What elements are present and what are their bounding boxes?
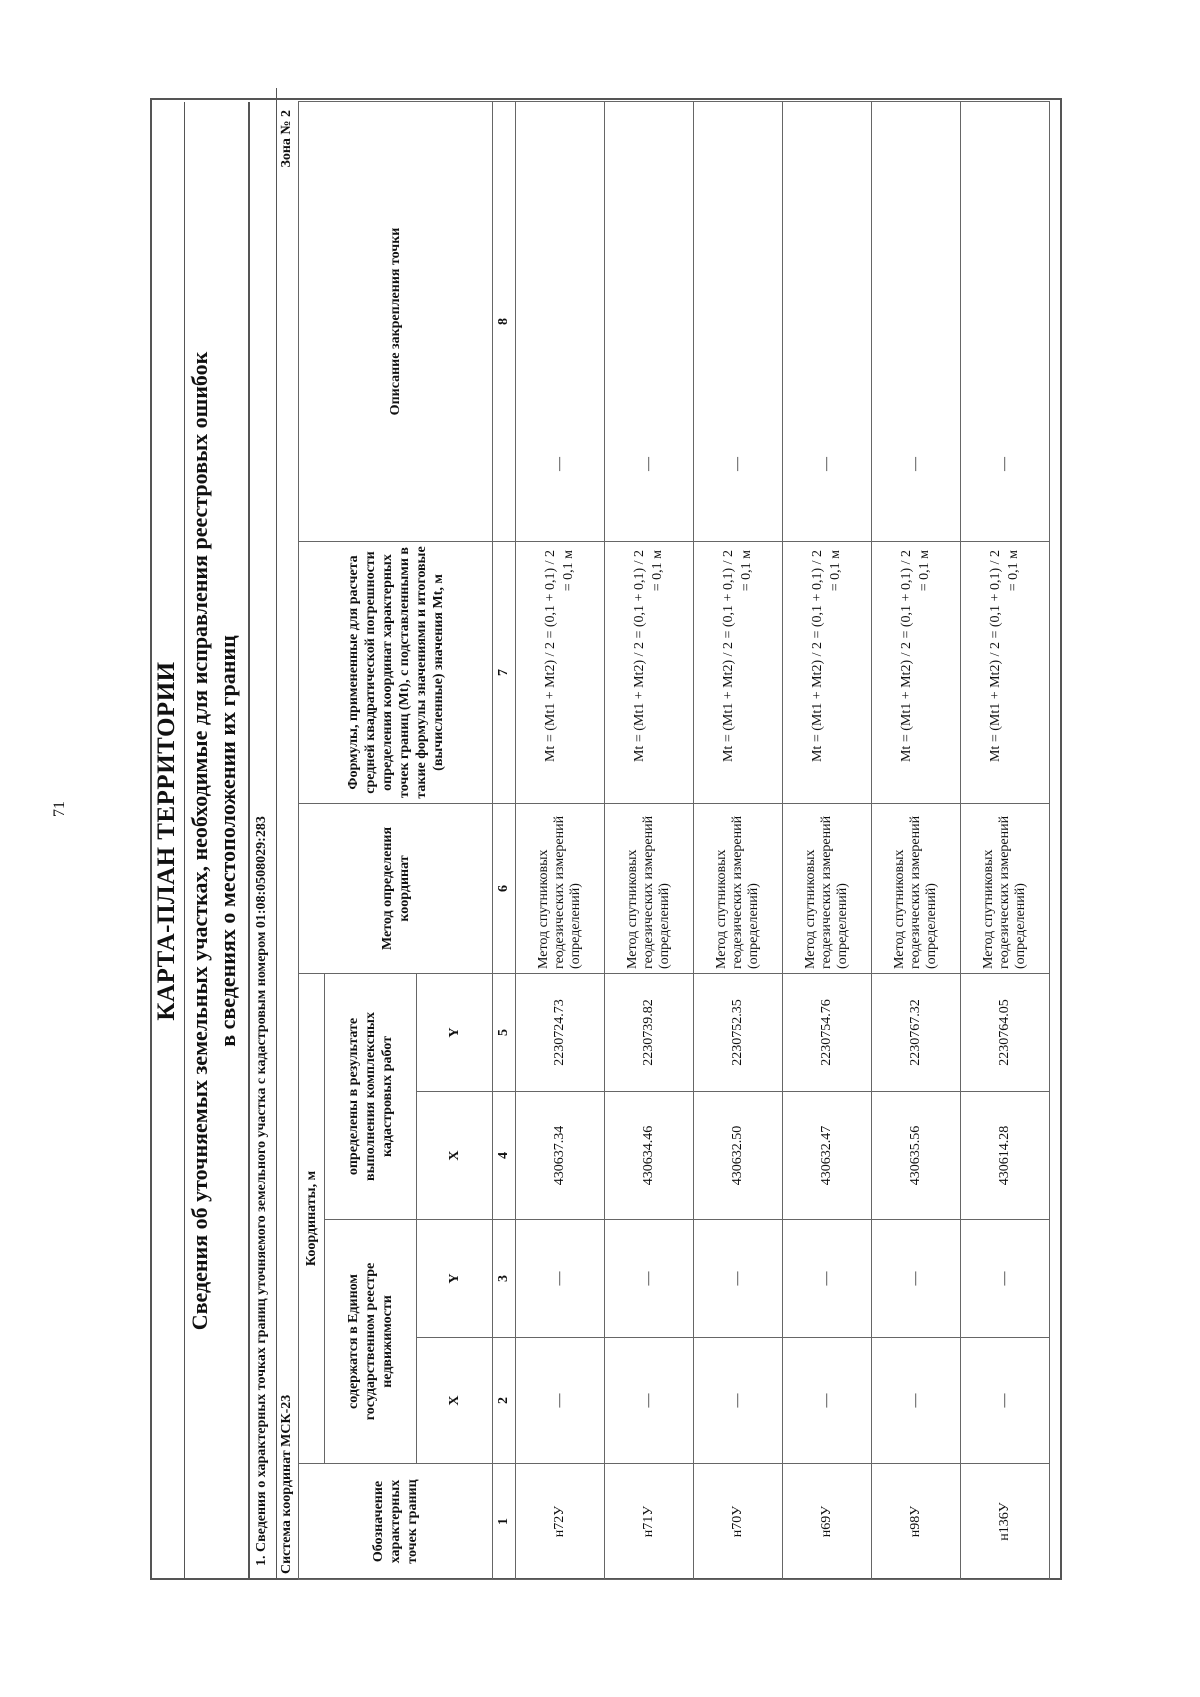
formula-result: = 0,1 м xyxy=(917,549,932,592)
subsection-title: 1. Сведения о характерных точках границ уточняемого земельного участка с кадастровым номером 01:08:0508029:283 xyxy=(248,88,277,1580)
egrn-y: — xyxy=(872,1220,961,1338)
method: Метод спутниковых геодезических измерений (определений) xyxy=(872,803,961,973)
column-number: 8 xyxy=(493,101,516,541)
zone-label: Зона № 2 xyxy=(279,110,294,168)
formula-result: = 0,1 м xyxy=(650,549,665,592)
boundary-points-table xyxy=(298,101,1050,1580)
coordinate-system: Система координат МСК-23 xyxy=(279,1394,294,1574)
point-description: — xyxy=(961,101,1050,541)
table-row xyxy=(605,101,694,1579)
header-cadastral-works: определены в результате выполнения комплексных кадастровых работ xyxy=(325,973,417,1219)
document-sheet xyxy=(150,100,1060,1580)
formula xyxy=(961,541,1050,803)
table-row xyxy=(872,101,961,1579)
point-designation: н98У xyxy=(872,1464,961,1580)
egrn-y: — xyxy=(516,1220,605,1338)
method: Метод спутниковых геодезических измерений (определений) xyxy=(516,803,605,973)
section-title-line-2: в сведениях о местоположении их границ xyxy=(215,635,240,1047)
method: Метод спутниковых геодезических измерений (определений) xyxy=(605,803,694,973)
formula-result: = 0,1 м xyxy=(828,549,843,592)
column-number: 7 xyxy=(493,541,516,803)
column-number: 5 xyxy=(493,973,516,1091)
formula-expression: Mt = (Mt1 + Mt2) / 2 = (0,1 + 0,1) / 2 xyxy=(988,549,1003,763)
method: Метод спутниковых геодезических измерений (определений) xyxy=(783,803,872,973)
table-row xyxy=(961,101,1050,1579)
header-egrn-y: Y xyxy=(417,1220,493,1338)
coord-y: 2230739.82 xyxy=(605,973,694,1091)
formula-expression: Mt = (Mt1 + Mt2) / 2 = (0,1 + 0,1) / 2 xyxy=(721,549,736,763)
coord-y: 2230764.05 xyxy=(961,973,1050,1091)
document-title: КАРТА-ПЛАН ТЕРРИТОРИИ xyxy=(150,102,185,1580)
coord-x: 430637.34 xyxy=(516,1092,605,1220)
table-row xyxy=(516,101,605,1579)
coord-x: 430634.46 xyxy=(605,1092,694,1220)
header-work-y: Y xyxy=(417,973,493,1091)
column-number: 2 xyxy=(493,1338,516,1464)
formula-expression: Mt = (Mt1 + Mt2) / 2 = (0,1 + 0,1) / 2 xyxy=(543,549,558,763)
formula xyxy=(872,541,961,803)
formula-result: = 0,1 м xyxy=(739,549,754,592)
coord-x: 430614.28 xyxy=(961,1092,1050,1220)
egrn-x: — xyxy=(872,1338,961,1464)
header-method: Метод определения координат xyxy=(299,803,493,973)
coord-y: 2230754.76 xyxy=(783,973,872,1091)
egrn-x: — xyxy=(516,1338,605,1464)
point-designation: н69У xyxy=(783,1464,872,1580)
point-designation: н71У xyxy=(605,1464,694,1580)
method: Метод спутниковых геодезических измерений (определений) xyxy=(694,803,783,973)
egrn-x: — xyxy=(783,1338,872,1464)
section-title xyxy=(184,102,250,1580)
formula-result: = 0,1 м xyxy=(1006,549,1021,592)
coord-y: 2230767.32 xyxy=(872,973,961,1091)
point-designation: н70У xyxy=(694,1464,783,1580)
point-designation: н72У xyxy=(516,1464,605,1580)
formula-expression: Mt = (Mt1 + Mt2) / 2 = (0,1 + 0,1) / 2 xyxy=(899,549,914,763)
egrn-y: — xyxy=(783,1220,872,1338)
egrn-x: — xyxy=(694,1338,783,1464)
header-point-designation: Обозначение характерных точек границ xyxy=(299,1464,493,1580)
coordinate-system-row xyxy=(276,102,299,1580)
page-number: 71 xyxy=(51,801,68,817)
header-work-x: X xyxy=(417,1092,493,1220)
point-description: — xyxy=(516,101,605,541)
point-description: — xyxy=(605,101,694,541)
egrn-y: — xyxy=(605,1220,694,1338)
formula xyxy=(516,541,605,803)
header-coordinates: Координаты, м xyxy=(299,973,325,1463)
header-formulas: Формулы, примененные для расчета средней квадратической погрешности определения координат характерных точек границ (Mt), с подставленными в такие формулы значениями и итоговые (вычисленные) значения Mt, м xyxy=(299,541,493,803)
coord-x: 430632.50 xyxy=(694,1092,783,1220)
table-row xyxy=(783,101,872,1579)
column-number: 6 xyxy=(493,803,516,973)
egrn-y: — xyxy=(961,1220,1050,1338)
formula-result: = 0,1 м xyxy=(561,549,576,592)
column-number: 4 xyxy=(493,1092,516,1220)
column-number: 1 xyxy=(493,1464,516,1580)
egrn-x: — xyxy=(961,1338,1050,1464)
header-egrn: содержатся в Едином государственном реестре недвижимости xyxy=(325,1220,417,1464)
method: Метод спутниковых геодезических измерений (определений) xyxy=(961,803,1050,973)
coord-y: 2230724.73 xyxy=(516,973,605,1091)
point-description: — xyxy=(872,101,961,541)
point-designation: н136У xyxy=(961,1464,1050,1580)
formula xyxy=(783,541,872,803)
column-number: 3 xyxy=(493,1220,516,1338)
point-description: — xyxy=(694,101,783,541)
coord-x: 430635.56 xyxy=(872,1092,961,1220)
coord-y: 2230752.35 xyxy=(694,973,783,1091)
egrn-x: — xyxy=(605,1338,694,1464)
point-description: — xyxy=(783,101,872,541)
formula-expression: Mt = (Mt1 + Mt2) / 2 = (0,1 + 0,1) / 2 xyxy=(632,549,647,763)
section-title-line-1: Сведения об уточняемых земельных участках, необходимые для исправления реестровых ошибок xyxy=(187,351,212,1331)
formula-expression: Mt = (Mt1 + Mt2) / 2 = (0,1 + 0,1) / 2 xyxy=(810,549,825,763)
formula xyxy=(694,541,783,803)
egrn-y: — xyxy=(694,1220,783,1338)
table-row xyxy=(694,101,783,1579)
header-egrn-x: X xyxy=(417,1338,493,1464)
formula xyxy=(605,541,694,803)
header-description: Описание закрепления точки xyxy=(299,101,493,541)
coord-x: 430632.47 xyxy=(783,1092,872,1220)
